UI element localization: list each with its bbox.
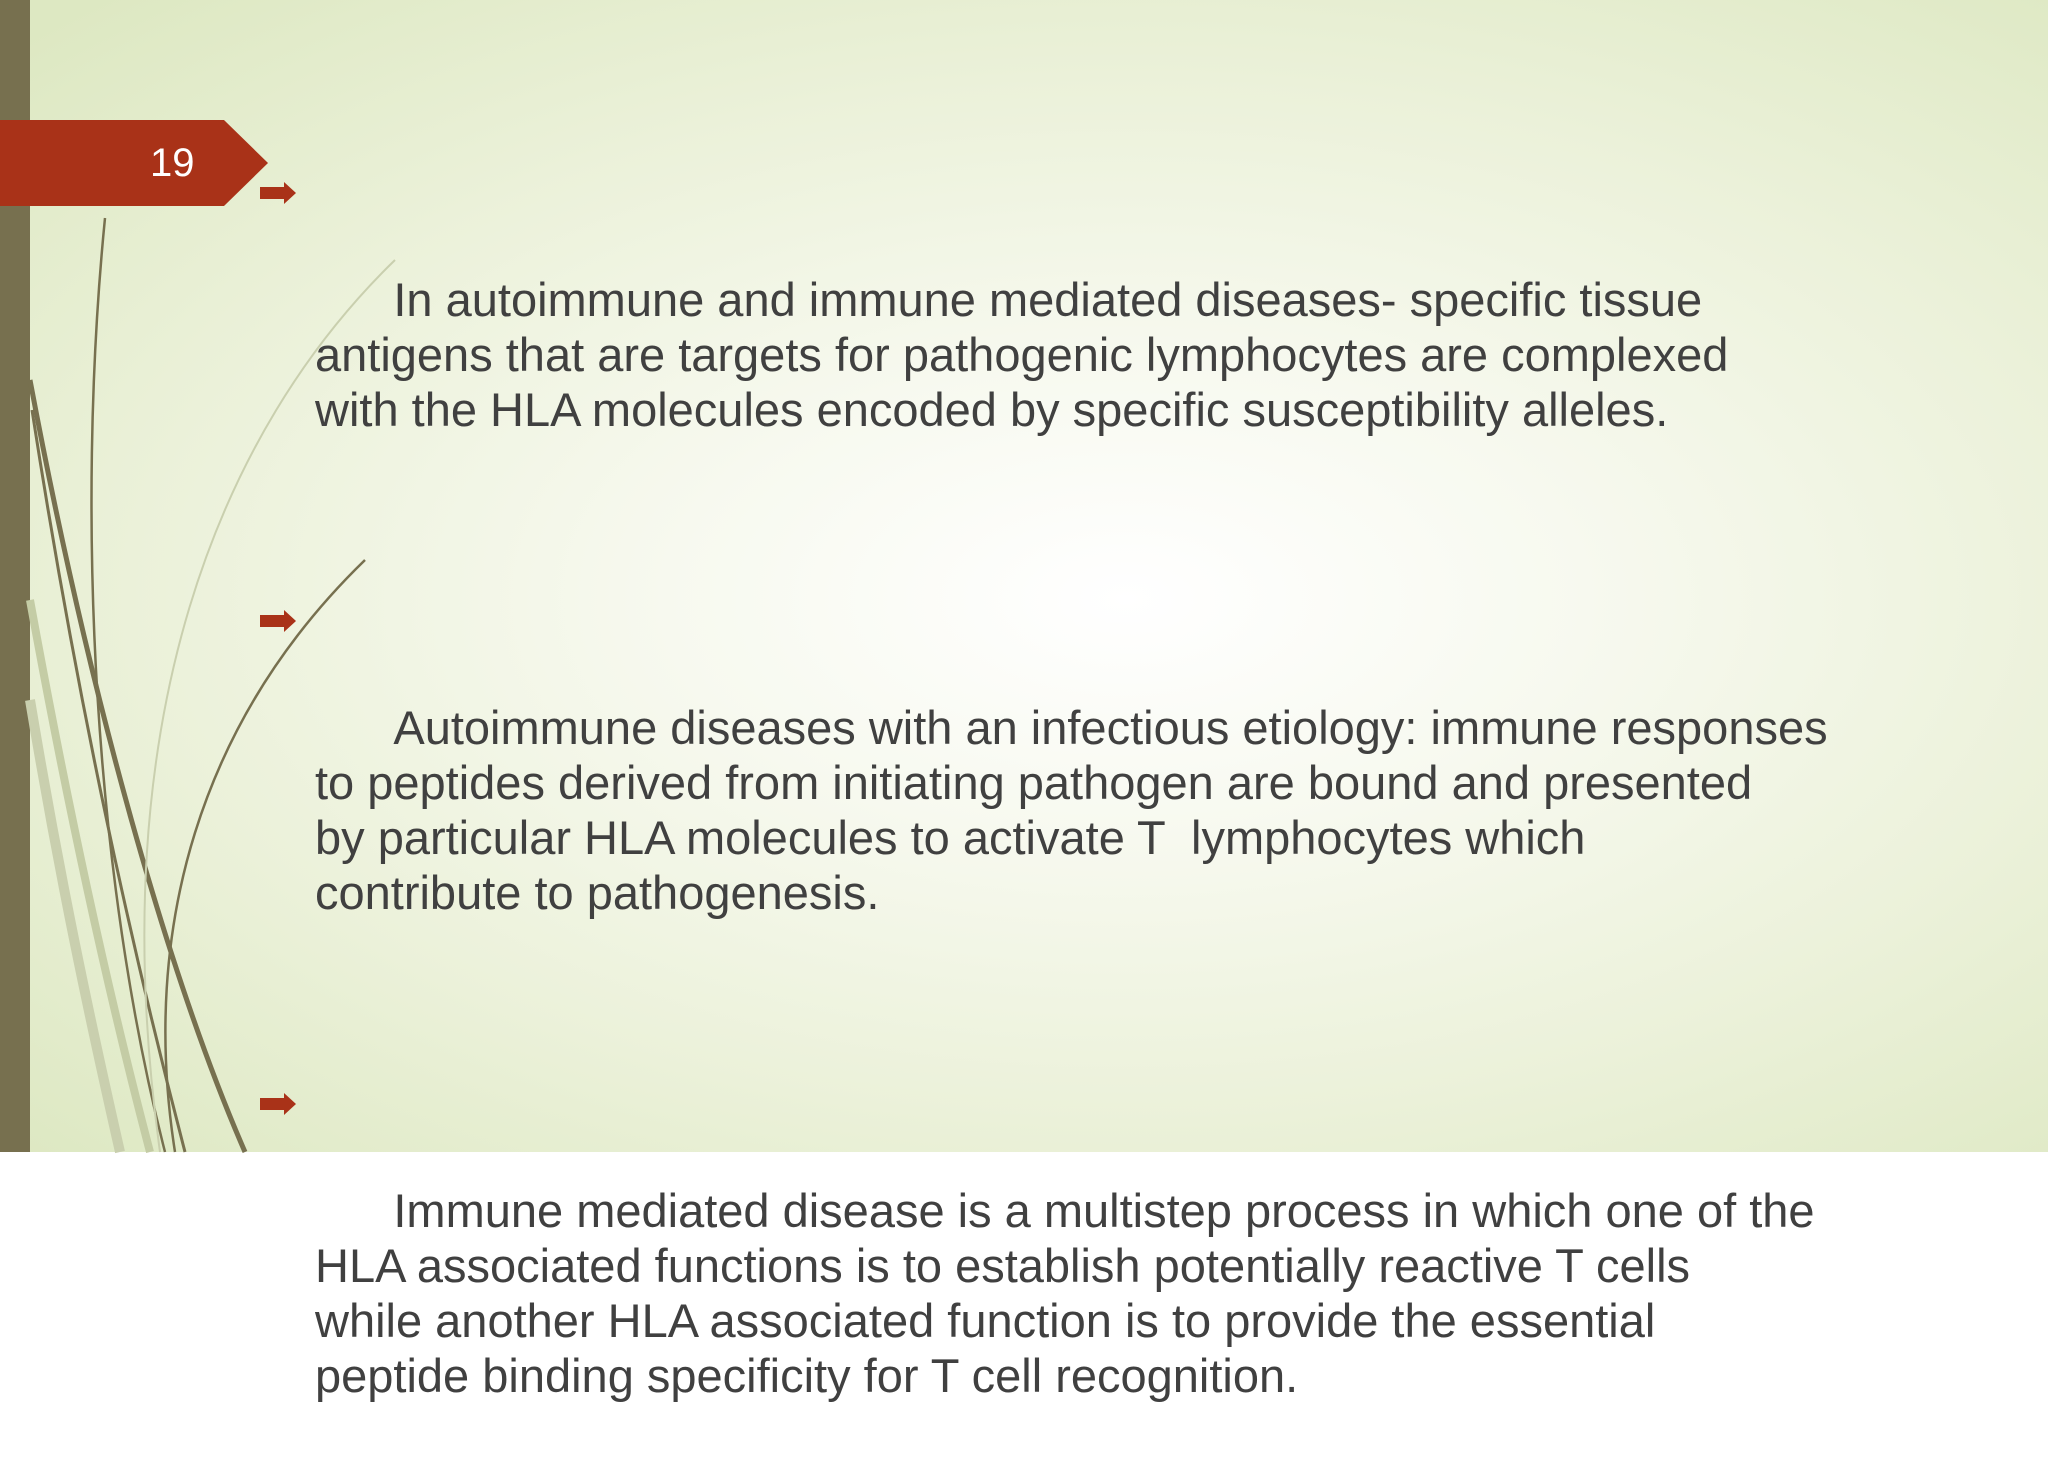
bullet-text: Immune mediated disease is a multistep process in which one of the HLA associated functions is to establish potentially reactive T cells while another HLA associated function is to provide the essential peptide binding specificity for T cell recognition. [315,1184,1815,1402]
bullet-item [258,1073,1898,1458]
bullet-text: Autoimmune diseases with an infectious etiology: immune responses to peptides derived from initiating pathogen are bound and presented by particular HLA molecules to activate T lymphocytes which contribute to pathogenesis. [315,701,1828,919]
bullet-text: In autoimmune and immune mediated diseases- specific tissue antigens that are targets for pathogenic lymphocytes are complexed with the HLA molecules encoded by specific susceptibility alleles. [315,273,1729,436]
arrow-right-icon [258,182,298,204]
page-number: 19 [150,141,195,185]
bullet-list [258,162,1898,1458]
arrow-right-icon [258,610,298,632]
bullet-item [258,590,1898,975]
bullet-item [258,162,1898,492]
arrow-right-icon [258,1093,298,1115]
page-number-tag [0,120,268,206]
